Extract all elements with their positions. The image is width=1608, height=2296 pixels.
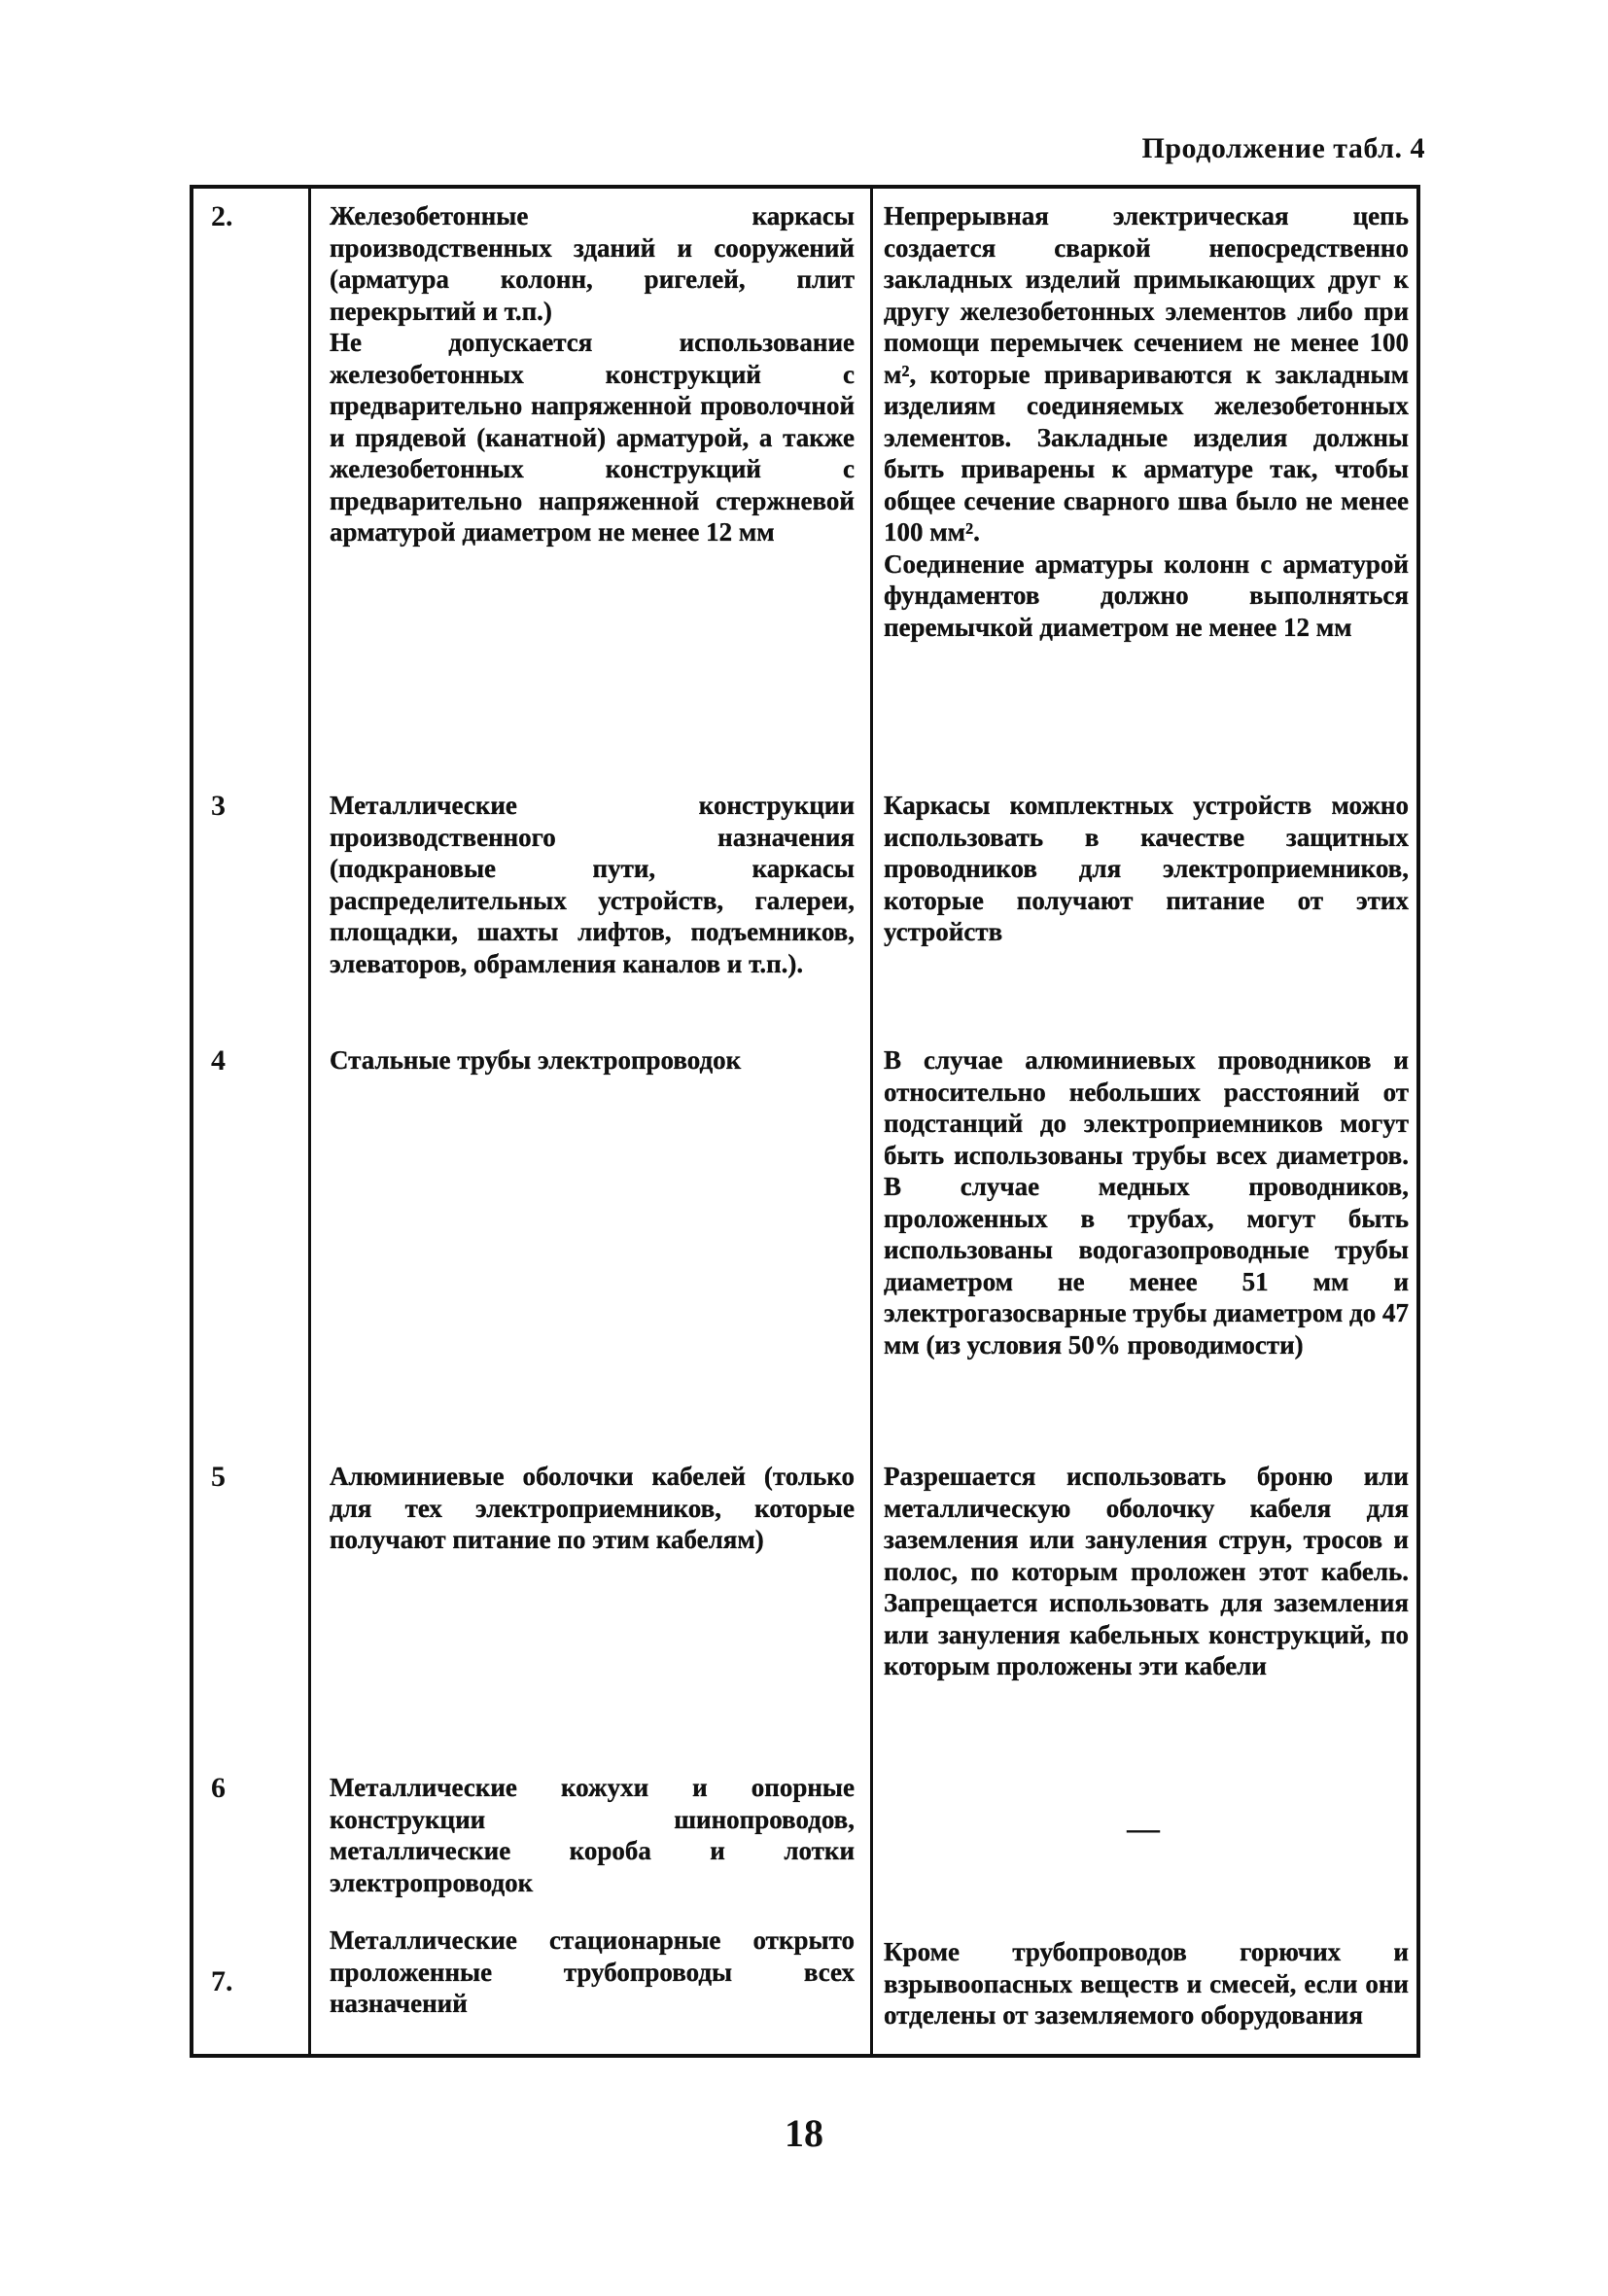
conductor-description: Металлические кожухи и опорные конструкции шинопроводов, металлические короба и лотки электропроводок <box>330 1773 855 1897</box>
row-number: 3 <box>211 790 226 822</box>
row-number: 5 <box>211 1461 226 1493</box>
conductor-description: Стальные трубы электропроводок <box>330 1045 742 1075</box>
conductor-description: Металлические конструкции производственного назначения (подкрановые пути, каркасы распределительных устройств, галереи, площадки, шахты лифтов, подъемников, элеваторов, обрамления каналов и т.п.). <box>330 791 855 978</box>
conductor-description: Металлические стационарные открыто проложенные трубопроводы всех назначений <box>330 1925 855 2018</box>
row-number: 7. <box>211 1965 233 1997</box>
usage-conditions: Каркасы комплектных устройств можно использовать в качестве защитных проводников для электроприемников, которые получают питание от этих устройств <box>884 791 1409 946</box>
usage-conditions: Кроме трубопроводов горючих и взрывоопасных веществ и смесей, если они отделены от заземляемого оборудования <box>884 1937 1409 2030</box>
usage-conditions: В случае алюминиевых проводников и относительно небольших расстояний от подстанций до электроприемников могут быть использованы трубы всех диаметров. В случае медных проводников, проложенных в трубах, могут быть использованы водогазопроводные трубы диаметром не менее 51 мм и электрогазосварные трубы диаметром до 47 мм (из условия 50% проводимости) <box>884 1045 1409 1360</box>
column-divider-1 <box>308 189 311 2054</box>
usage-conditions: Разрешается использовать броню или металлическую оболочку кабеля для заземления или зануления струн, тросов и полос, по которым проложен этот кабель. Запрещается использовать для заземления или зануления кабельных конструкций, по которым проложены эти кабели <box>884 1462 1409 1680</box>
usage-conditions: Непрерывная электрическая цепь создается сваркой непосредственно закладных изделий примыкающих друг к другу железобетонных элементов либо при помощи перемычек сечением не менее 100 м², которые привариваются к закладным изделиям соединяемых железобетонных элементов. Закладные изделия должны быть приварены к арматуре так, чтобы общее сечение сварного шва было не менее 100 мм². Соединение арматуры колонн с арматурой фундаментов должно выполняться перемычкой диаметром не менее 12 мм <box>884 201 1409 642</box>
row-number: 4 <box>211 1044 226 1077</box>
ground-conductors-table <box>190 185 1420 2058</box>
conductor-description: Железобетонные каркасы производственных зданий и сооружений (арматура колонн, ригелей, плит перекрытий и т.п.) Не допускается использование железобетонных конструкций с предварительно напряженной проволочной и прядевой (канатной) арматурой, а также железобетонных конструкций с предварительно напряженной стержневой арматурой диаметром не менее 12 мм <box>330 201 855 547</box>
column-divider-2 <box>870 189 873 2054</box>
continuation-label: Продолжение табл. 4 <box>1141 132 1425 164</box>
page-number: 18 <box>785 2111 823 2155</box>
row-number: 6 <box>211 1772 226 1804</box>
conductor-description: Алюминиевые оболочки кабелей (только для тех электроприемников, которые получают питание по этим кабелям) <box>330 1462 855 1554</box>
empty-dash: — <box>1127 1811 1160 1847</box>
row-number: 2. <box>211 200 233 232</box>
